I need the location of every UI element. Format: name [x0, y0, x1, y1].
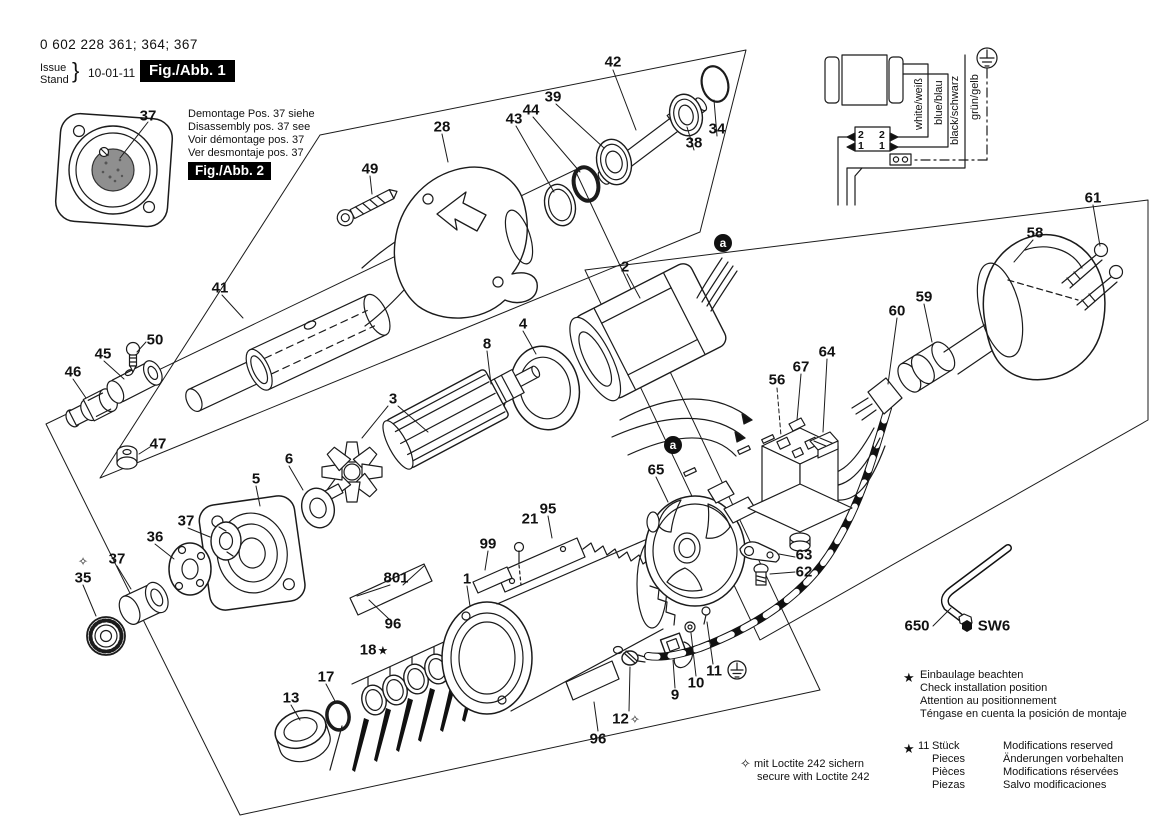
part-callout-801: 801 [383, 569, 409, 587]
pieces-count: 11 [918, 740, 930, 752]
part-callout-44: 44 [522, 101, 540, 119]
part-number: 0 602 228 361; 364; 367 [40, 37, 198, 52]
part-callout-39: 39 [544, 88, 562, 106]
terminal-1b: 1 [879, 140, 885, 152]
part-callout-2: 2 [620, 258, 630, 276]
screw-62 [754, 564, 768, 585]
screw-12 [622, 651, 645, 665]
pieces-word-fr: Pièces [932, 766, 966, 778]
field-stator-2 [560, 258, 737, 407]
fig2-badge: Fig./Abb. 2 [188, 162, 271, 180]
disc-37c [211, 522, 241, 560]
part-callout-65: 65 [647, 461, 665, 479]
wiring-schematic [825, 48, 997, 205]
part-callout-37: 37 [177, 512, 195, 530]
part-callout-17: 17 [317, 668, 335, 686]
fig2-note-line1: Demontage Pos. 37 siehe [188, 108, 315, 120]
pieces-note-marker: ★ [903, 741, 915, 756]
part-callout-37: 37 [108, 550, 126, 568]
modifications-line3: Modifications réservées [1003, 766, 1119, 778]
rear-cap-58 [969, 235, 1105, 380]
part-callout-a: a [664, 436, 682, 454]
nut-47 [117, 446, 137, 469]
part-callout-35: ✧ 35 [74, 554, 92, 587]
terminal-2a: 2 [858, 129, 864, 141]
modifications-line1: Modifications reserved [1003, 740, 1114, 752]
clamp-strap-63 [740, 542, 779, 562]
part-callout-47: 47 [149, 435, 167, 453]
part-callout-10: 10 [687, 674, 705, 692]
part-callout-37: 37 [139, 107, 157, 125]
installation-note-line2: Check installation position [920, 682, 1048, 694]
part-callout-61: 61 [1084, 189, 1102, 207]
ground-icon-top [977, 48, 997, 68]
installation-note-line1: Einbaulage beachten [920, 669, 1024, 681]
part-callout-38: 38 [685, 134, 703, 152]
part-callout-50: 50 [146, 331, 164, 349]
part-callout-56: 56 [768, 371, 786, 389]
pieces-word-es: Piezas [932, 779, 966, 791]
part-callout-1: 1 [462, 570, 472, 588]
o-ring-44 [570, 164, 602, 203]
part-callout-28: 28 [433, 118, 451, 136]
modifications-line4: Salvo modificaciones [1003, 779, 1107, 791]
part-callout-46: 46 [64, 363, 82, 381]
part-callout-6: 6 [284, 450, 294, 468]
ground-icon-11 [728, 661, 746, 679]
part-callout-43: 43 [505, 110, 523, 128]
wire-label-black: black/schwarz [949, 75, 961, 145]
part-callout-9: 9 [670, 686, 680, 704]
wire-label-blue: blue/blau [933, 80, 945, 125]
part-callout-96: 96 [589, 730, 607, 748]
o-ring-17 [325, 700, 352, 731]
brace: } [72, 58, 80, 83]
part-callout-36: 36 [146, 528, 164, 546]
part-callout-49: 49 [361, 160, 379, 178]
fig2-note-line2: Disassembly pos. 37 see [188, 121, 311, 133]
fig2-note-line4: Ver desmontaje pos. 37 [188, 147, 304, 159]
terminal-1a: 1 [858, 140, 864, 152]
part-callout-650: 650 [904, 617, 930, 635]
part-callout-5: 5 [251, 470, 261, 488]
installation-note-line4: Téngase en cuenta la posición de montaje [920, 708, 1127, 720]
fig1-badge: Fig./Abb. 1 [140, 60, 235, 82]
part-callout-60: 60 [888, 302, 906, 320]
part-callout-95: 95 [539, 500, 557, 518]
part-callout-11: 11 [706, 662, 722, 680]
retaining-ring-34 [698, 63, 732, 105]
installation-note-marker: ★ [903, 670, 915, 685]
issue-date: 10-01-11 [88, 66, 136, 80]
part-callout-21: 21 [521, 510, 539, 528]
brush-plate-65 [645, 481, 757, 606]
part-callout-SW6: SW6 [977, 617, 1011, 635]
part-callout-63: 63 [795, 546, 813, 564]
part-callout-18: 18★ [359, 641, 389, 659]
stand-label: Stand [40, 74, 69, 86]
part-callout-96: 96 [384, 615, 402, 633]
wire-label-white: white/weiß [913, 78, 925, 130]
fig2-flange-drawing [54, 112, 173, 228]
pieces-word-de: Stück [932, 740, 960, 752]
part-callout-3: 3 [388, 390, 398, 408]
loctite-note-marker: ✧ [740, 756, 751, 771]
cable-grommet-60 [852, 378, 902, 420]
part-callout-67: 67 [792, 358, 810, 376]
part-callout-12: 12✧ [612, 710, 640, 728]
part-callout-13: 13 [282, 689, 300, 707]
part-callout-42: 42 [604, 53, 622, 71]
bearing-35 [87, 617, 125, 655]
terminal-2b: 2 [879, 129, 885, 141]
modifications-line2: Änderungen vorbehalten [1003, 753, 1124, 765]
loctite-note-line2: secure with Loctite 242 [757, 771, 870, 783]
part-callout-34: 34 [708, 120, 726, 138]
sleeve-59 [893, 338, 959, 396]
pieces-word-en: Pieces [932, 753, 966, 765]
screw-49 [335, 184, 401, 228]
plate-95 [497, 538, 585, 592]
part-callout-64: 64 [818, 343, 836, 361]
installation-note-line3: Attention au positionnement [920, 695, 1057, 707]
part-callout-62: 62 [795, 563, 813, 581]
issue-label: Issue [40, 62, 67, 74]
part-callout-45: 45 [94, 345, 112, 363]
part-callout-58: 58 [1026, 224, 1044, 242]
part-callout-a: a [714, 234, 732, 252]
part-callout-8: 8 [482, 335, 492, 353]
flange-disc-36 [169, 543, 211, 595]
loctite-note-line1: mit Loctite 242 sichern [754, 758, 865, 770]
part-callout-99: 99 [479, 535, 497, 553]
part-callout-4: 4 [518, 315, 528, 333]
fig2-note-line3: Voir démontage pos. 37 [188, 134, 305, 146]
wire-label-green-yellow: grün/gelb [969, 74, 981, 120]
spindle-neck-41 [178, 290, 398, 423]
part-callout-41: 41 [211, 279, 229, 297]
part-callout-59: 59 [915, 288, 933, 306]
